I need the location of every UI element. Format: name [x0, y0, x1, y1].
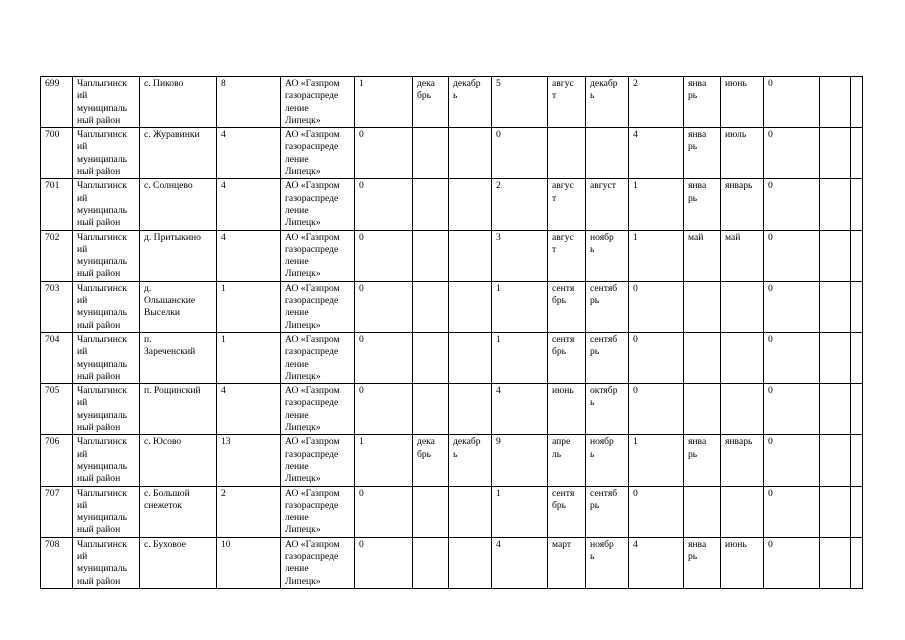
row-number-cell: 704: [41, 332, 73, 383]
stage2-count-cell: 0: [492, 128, 548, 179]
organization-name-cell: АО «Газпром газораспреде ление Липецк»: [281, 230, 355, 281]
stage2-start-month-cell: сентя брь: [548, 332, 586, 383]
empty-cell: [820, 230, 851, 281]
stage3-count-cell: 0: [629, 332, 684, 383]
stage3-start-month-cell: янва рь: [684, 179, 721, 230]
district-name-cell: Чаплыгинск ий муниципаль ный район: [73, 537, 140, 588]
object-count-cell: 4: [217, 128, 281, 179]
organization-name-cell: АО «Газпром газораспреде ление Липецк»: [281, 537, 355, 588]
object-count-cell: 4: [217, 179, 281, 230]
organization-name-cell: АО «Газпром газораспреде ление Липецк»: [281, 179, 355, 230]
stage2-end-month-cell: август: [586, 179, 629, 230]
stage2-end-month-cell: декабр ь: [586, 77, 629, 128]
empty-cell: [820, 435, 851, 486]
stage4-count-cell: 0: [764, 435, 820, 486]
district-name-cell: Чаплыгинск ий муниципаль ный район: [73, 77, 140, 128]
stage1-end-month-cell: [449, 128, 492, 179]
stage1-count-cell: 0: [355, 384, 413, 435]
stage1-count-cell: 0: [355, 281, 413, 332]
stage2-end-month-cell: октябр ь: [586, 384, 629, 435]
stage3-count-cell: 0: [629, 384, 684, 435]
row-number-cell: 708: [41, 537, 73, 588]
stage4-count-cell: 0: [764, 537, 820, 588]
stage2-start-month-cell: авгус т: [548, 230, 586, 281]
locality-name-cell: п. Зареченский: [140, 332, 217, 383]
stage2-start-month-cell: июнь: [548, 384, 586, 435]
stage1-end-month-cell: [449, 332, 492, 383]
stage1-count-cell: 1: [355, 77, 413, 128]
stage2-count-cell: 4: [492, 384, 548, 435]
stage1-start-month-cell: дека брь: [413, 435, 449, 486]
organization-name-cell: АО «Газпром газораспреде ление Липецк»: [281, 486, 355, 537]
stage1-start-month-cell: [413, 281, 449, 332]
stage2-end-month-cell: сентяб рь: [586, 486, 629, 537]
object-count-cell: 4: [217, 230, 281, 281]
empty-cell: [820, 537, 851, 588]
stage1-start-month-cell: [413, 128, 449, 179]
stage1-start-month-cell: [413, 486, 449, 537]
empty-cell: [851, 332, 863, 383]
stage3-start-month-cell: янва рь: [684, 77, 721, 128]
stage1-count-cell: 0: [355, 332, 413, 383]
stage3-start-month-cell: янва рь: [684, 128, 721, 179]
table-row: [41, 77, 863, 128]
stage3-count-cell: 2: [629, 77, 684, 128]
stage3-start-month-cell: [684, 486, 721, 537]
object-count-cell: 8: [217, 77, 281, 128]
empty-cell: [851, 384, 863, 435]
table-row: [41, 179, 863, 230]
row-number-cell: 701: [41, 179, 73, 230]
locality-name-cell: с. Большой снежеток: [140, 486, 217, 537]
empty-cell: [851, 230, 863, 281]
stage3-end-month-cell: май: [721, 230, 764, 281]
empty-cell: [851, 179, 863, 230]
row-number-cell: 699: [41, 77, 73, 128]
stage3-end-month-cell: [721, 332, 764, 383]
district-name-cell: Чаплыгинск ий муниципаль ный район: [73, 332, 140, 383]
stage3-end-month-cell: июнь: [721, 537, 764, 588]
stage3-end-month-cell: январь: [721, 179, 764, 230]
object-count-cell: 13: [217, 435, 281, 486]
stage2-end-month-cell: сентяб рь: [586, 332, 629, 383]
stage3-start-month-cell: [684, 281, 721, 332]
stage1-end-month-cell: [449, 281, 492, 332]
stage2-count-cell: 3: [492, 230, 548, 281]
locality-name-cell: с. Буховое: [140, 537, 217, 588]
locality-name-cell: п. Рощинский: [140, 384, 217, 435]
stage1-start-month-cell: дека брь: [413, 77, 449, 128]
stage3-start-month-cell: май: [684, 230, 721, 281]
stage1-start-month-cell: [413, 332, 449, 383]
stage2-end-month-cell: сентяб рь: [586, 281, 629, 332]
object-count-cell: 4: [217, 384, 281, 435]
stage3-end-month-cell: [721, 384, 764, 435]
stage1-start-month-cell: [413, 230, 449, 281]
organization-name-cell: АО «Газпром газораспреде ление Липецк»: [281, 281, 355, 332]
stage1-count-cell: 0: [355, 537, 413, 588]
stage2-end-month-cell: ноябр ь: [586, 230, 629, 281]
stage1-end-month-cell: [449, 230, 492, 281]
empty-cell: [820, 281, 851, 332]
stage4-count-cell: 0: [764, 230, 820, 281]
stage1-count-cell: 1: [355, 435, 413, 486]
stage1-start-month-cell: [413, 537, 449, 588]
locality-name-cell: с. Солнцево: [140, 179, 217, 230]
table-row: [41, 384, 863, 435]
stage3-count-cell: 1: [629, 179, 684, 230]
stage1-start-month-cell: [413, 384, 449, 435]
stage4-count-cell: 0: [764, 179, 820, 230]
empty-cell: [851, 537, 863, 588]
stage2-end-month-cell: [586, 128, 629, 179]
district-name-cell: Чаплыгинск ий муниципаль ный район: [73, 281, 140, 332]
district-name-cell: Чаплыгинск ий муниципаль ный район: [73, 435, 140, 486]
stage1-end-month-cell: декабр ь: [449, 77, 492, 128]
district-name-cell: Чаплыгинск ий муниципаль ный район: [73, 384, 140, 435]
table-row: [41, 435, 863, 486]
stage3-count-cell: 1: [629, 230, 684, 281]
row-number-cell: 702: [41, 230, 73, 281]
stage2-start-month-cell: сентя брь: [548, 486, 586, 537]
stage2-start-month-cell: март: [548, 537, 586, 588]
empty-cell: [820, 77, 851, 128]
table-row: [41, 537, 863, 588]
empty-cell: [851, 128, 863, 179]
table-row: [41, 486, 863, 537]
stage3-start-month-cell: [684, 332, 721, 383]
stage1-end-month-cell: [449, 384, 492, 435]
empty-cell: [851, 77, 863, 128]
row-number-cell: 700: [41, 128, 73, 179]
stage2-start-month-cell: апре ль: [548, 435, 586, 486]
stage1-count-cell: 0: [355, 128, 413, 179]
organization-name-cell: АО «Газпром газораспреде ление Липецк»: [281, 128, 355, 179]
stage2-start-month-cell: сентя брь: [548, 281, 586, 332]
table-row: [41, 332, 863, 383]
stage2-start-month-cell: [548, 128, 586, 179]
object-count-cell: 1: [217, 332, 281, 383]
stage4-count-cell: 0: [764, 77, 820, 128]
stage3-end-month-cell: [721, 281, 764, 332]
stage2-count-cell: 1: [492, 486, 548, 537]
stage4-count-cell: 0: [764, 332, 820, 383]
stage1-count-cell: 0: [355, 179, 413, 230]
stage2-start-month-cell: авгус т: [548, 77, 586, 128]
stage1-start-month-cell: [413, 179, 449, 230]
stage2-count-cell: 1: [492, 332, 548, 383]
stage1-count-cell: 0: [355, 486, 413, 537]
stage4-count-cell: 0: [764, 281, 820, 332]
district-name-cell: Чаплыгинск ий муниципаль ный район: [73, 486, 140, 537]
stage2-end-month-cell: ноябр ь: [586, 435, 629, 486]
stage2-count-cell: 1: [492, 281, 548, 332]
stage3-end-month-cell: июнь: [721, 77, 764, 128]
stage3-count-cell: 4: [629, 128, 684, 179]
stage2-start-month-cell: авгус т: [548, 179, 586, 230]
gasification-schedule-table: [40, 76, 863, 589]
district-name-cell: Чаплыгинск ий муниципаль ный район: [73, 230, 140, 281]
table-row: [41, 128, 863, 179]
empty-cell: [820, 179, 851, 230]
stage4-count-cell: 0: [764, 384, 820, 435]
stage1-end-month-cell: [449, 486, 492, 537]
table-row: [41, 230, 863, 281]
stage3-end-month-cell: январь: [721, 435, 764, 486]
stage4-count-cell: 0: [764, 128, 820, 179]
stage1-count-cell: 0: [355, 230, 413, 281]
stage3-count-cell: 0: [629, 281, 684, 332]
object-count-cell: 1: [217, 281, 281, 332]
row-number-cell: 703: [41, 281, 73, 332]
empty-cell: [820, 486, 851, 537]
organization-name-cell: АО «Газпром газораспреде ление Липецк»: [281, 332, 355, 383]
empty-cell: [820, 128, 851, 179]
stage2-end-month-cell: ноябр ь: [586, 537, 629, 588]
stage3-count-cell: 0: [629, 486, 684, 537]
locality-name-cell: д. Притыкино: [140, 230, 217, 281]
locality-name-cell: с. Журавинки: [140, 128, 217, 179]
empty-cell: [820, 384, 851, 435]
district-name-cell: Чаплыгинск ий муниципаль ный район: [73, 128, 140, 179]
stage2-count-cell: 4: [492, 537, 548, 588]
stage3-end-month-cell: [721, 486, 764, 537]
locality-name-cell: с. Пиково: [140, 77, 217, 128]
empty-cell: [820, 332, 851, 383]
stage2-count-cell: 9: [492, 435, 548, 486]
stage2-count-cell: 5: [492, 77, 548, 128]
stage3-start-month-cell: [684, 384, 721, 435]
organization-name-cell: АО «Газпром газораспреде ление Липецк»: [281, 77, 355, 128]
stage1-end-month-cell: [449, 179, 492, 230]
stage3-end-month-cell: июль: [721, 128, 764, 179]
locality-name-cell: с. Юсово: [140, 435, 217, 486]
row-number-cell: 706: [41, 435, 73, 486]
organization-name-cell: АО «Газпром газораспреде ление Липецк»: [281, 384, 355, 435]
stage3-start-month-cell: янва рь: [684, 435, 721, 486]
stage3-count-cell: 4: [629, 537, 684, 588]
stage1-end-month-cell: декабр ь: [449, 435, 492, 486]
empty-cell: [851, 281, 863, 332]
stage4-count-cell: 0: [764, 486, 820, 537]
stage2-count-cell: 2: [492, 179, 548, 230]
table-row: [41, 281, 863, 332]
object-count-cell: 10: [217, 537, 281, 588]
empty-cell: [851, 435, 863, 486]
object-count-cell: 2: [217, 486, 281, 537]
stage3-count-cell: 1: [629, 435, 684, 486]
row-number-cell: 707: [41, 486, 73, 537]
district-name-cell: Чаплыгинск ий муниципаль ный район: [73, 179, 140, 230]
stage1-end-month-cell: [449, 537, 492, 588]
stage3-start-month-cell: янва рь: [684, 537, 721, 588]
organization-name-cell: АО «Газпром газораспреде ление Липецк»: [281, 435, 355, 486]
locality-name-cell: д. Ольшанские Выселки: [140, 281, 217, 332]
empty-cell: [851, 486, 863, 537]
row-number-cell: 705: [41, 384, 73, 435]
